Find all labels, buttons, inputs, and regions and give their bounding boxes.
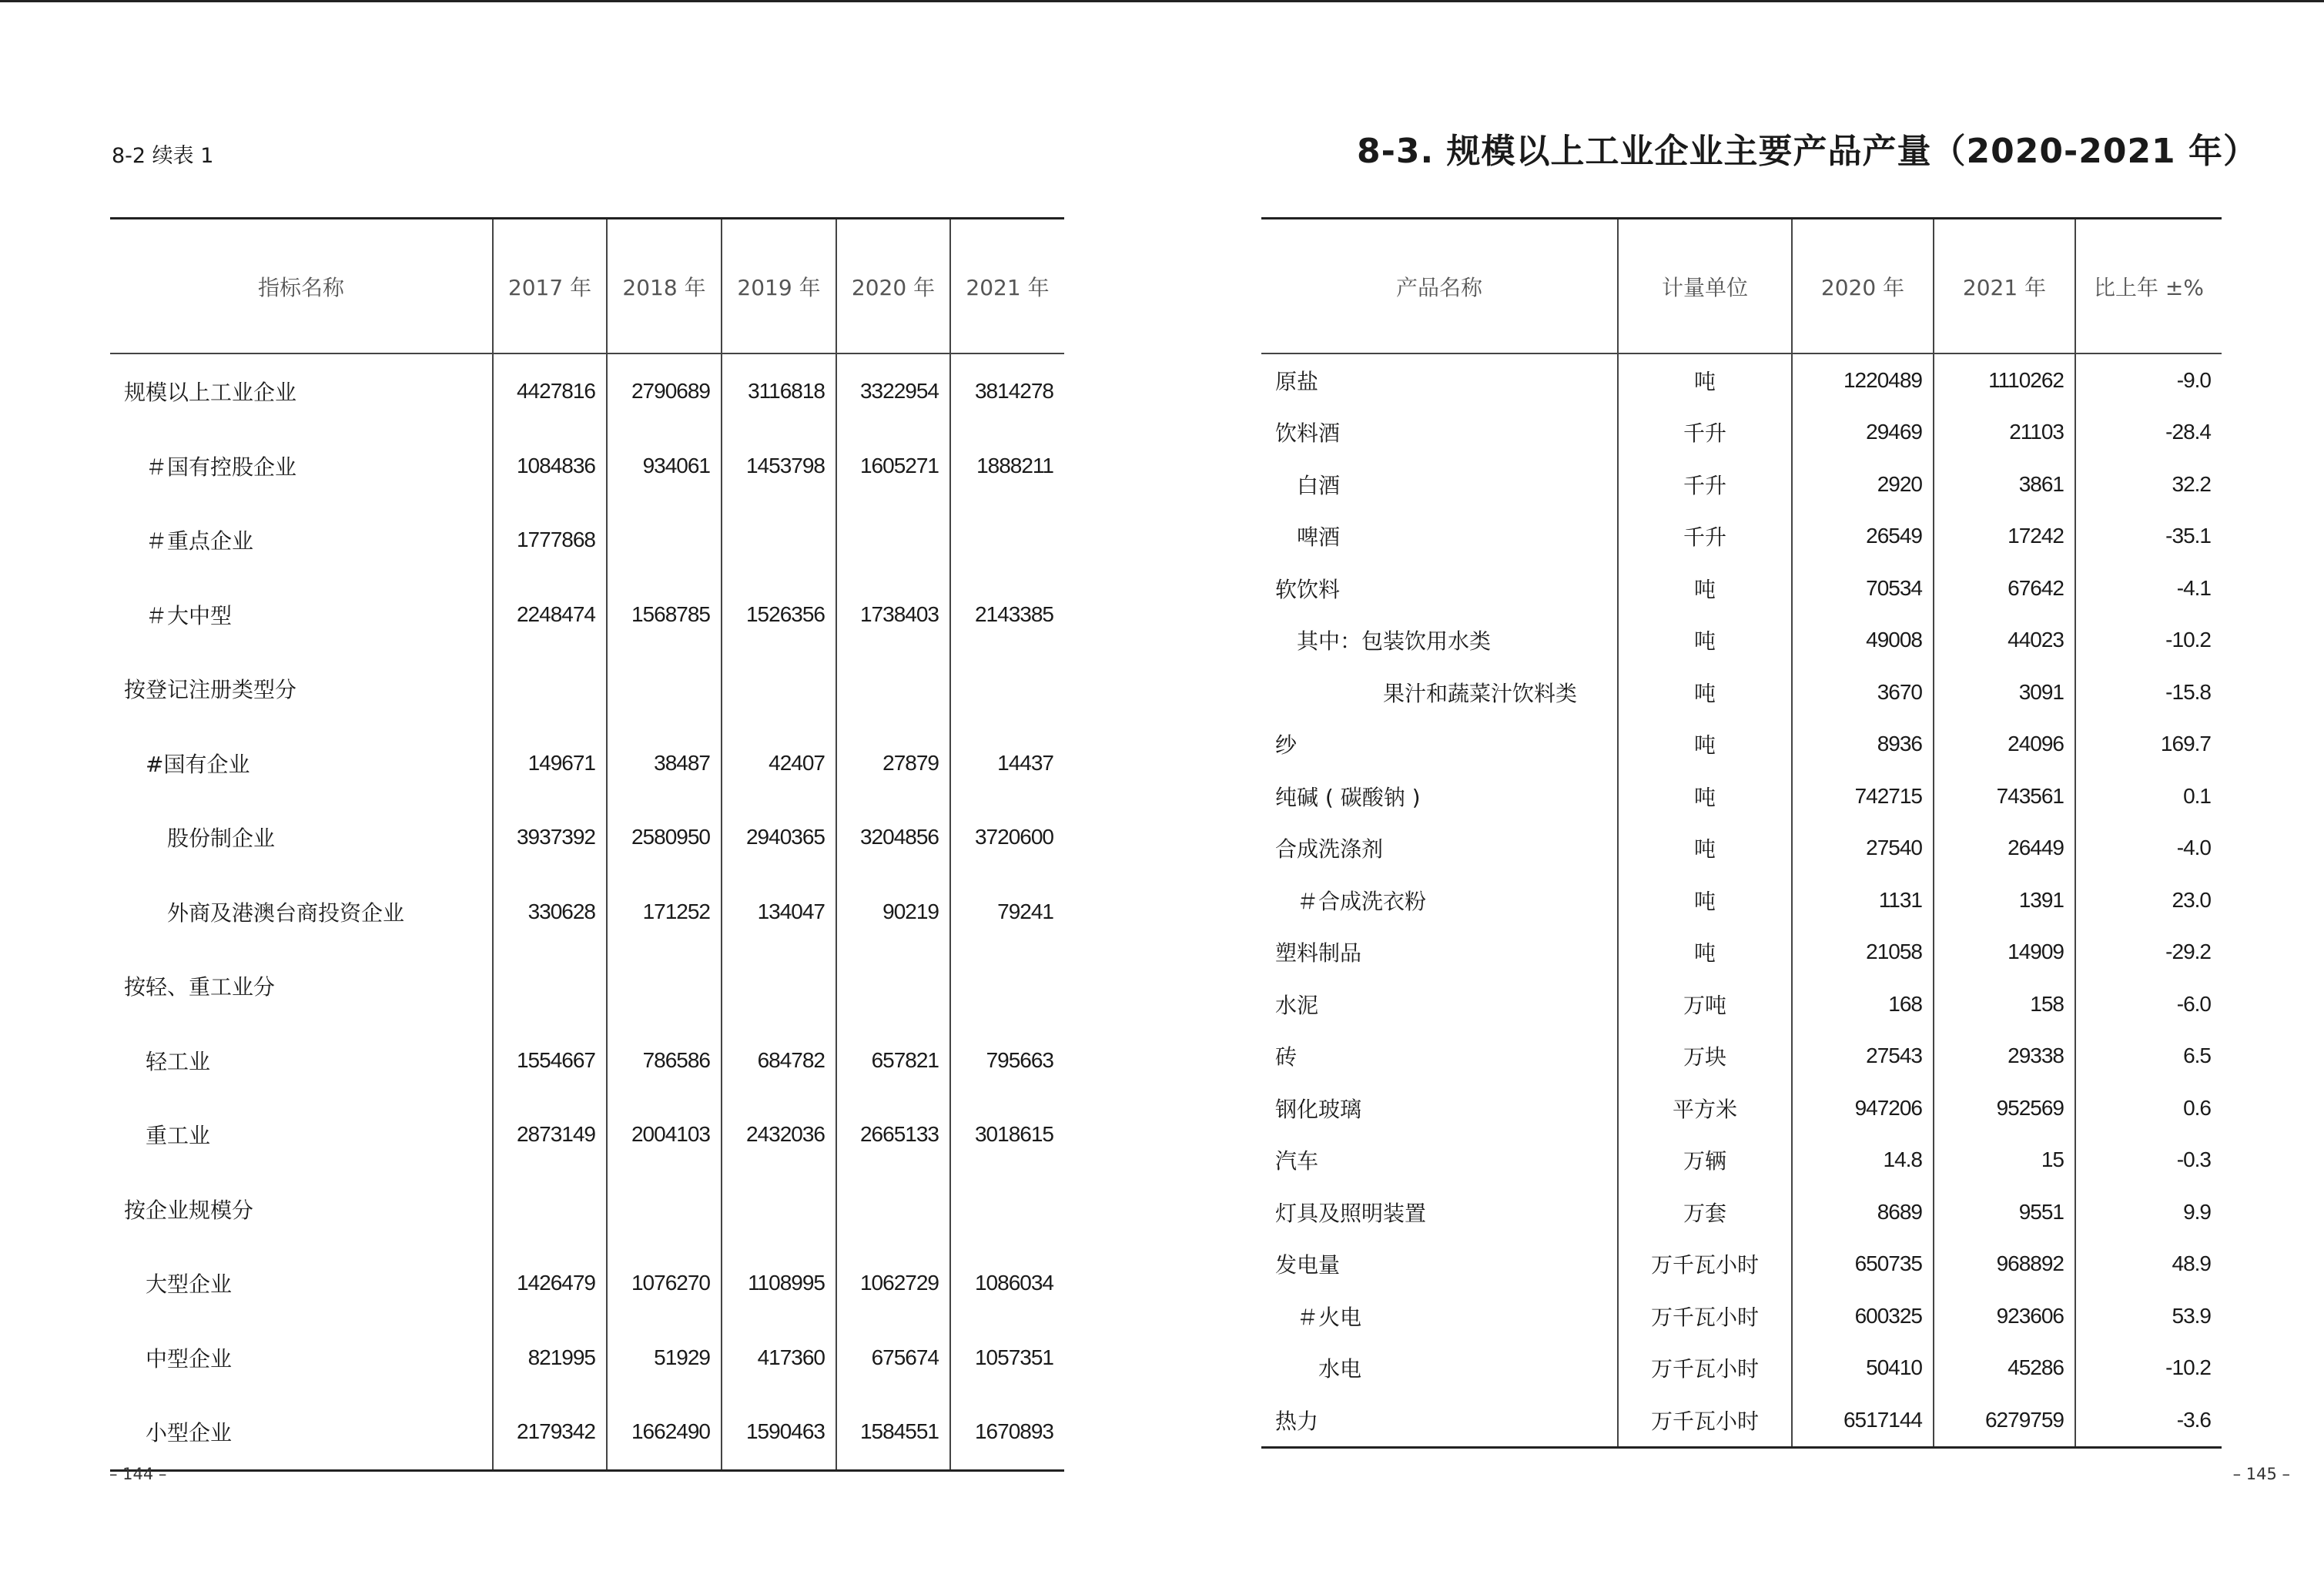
value-cell	[607, 949, 722, 1023]
value-cell: 90219	[836, 875, 950, 950]
value-2021-cell: 3861	[1934, 458, 2075, 511]
table-row	[1261, 562, 2222, 615]
unit-cell: 平方米	[1618, 1082, 1792, 1134]
value-cell: 4427816	[493, 353, 607, 429]
value-2021-cell: 923606	[1934, 1290, 2075, 1342]
unit-cell: 吨	[1618, 874, 1792, 926]
value-2020-cell: 1220489	[1792, 353, 1934, 407]
change-percent-cell: -28.4	[2075, 407, 2222, 459]
table-row	[110, 800, 1064, 875]
value-cell: 1526356	[722, 578, 836, 652]
value-cell: 1738403	[836, 578, 950, 652]
value-cell: 1888211	[950, 429, 1064, 504]
table-row	[110, 1023, 1064, 1098]
change-percent-cell: -15.8	[2075, 666, 2222, 719]
unit-cell: 吨	[1618, 666, 1792, 719]
value-cell: 2248474	[493, 578, 607, 652]
product-name-cell: 发电量	[1275, 1252, 1341, 1278]
header-row	[110, 219, 1064, 354]
value-cell: 786586	[607, 1023, 722, 1098]
value-cell: 2665133	[836, 1097, 950, 1172]
value-2020-cell: 49008	[1792, 615, 1934, 667]
indicator-name-cell: 按企业规模分	[124, 1197, 254, 1223]
change-percent-cell: -35.1	[2075, 511, 2222, 563]
value-cell: 934061	[607, 429, 722, 504]
indicator-name-cell: ＃国有控股企业	[146, 454, 297, 480]
table-row	[1261, 615, 2222, 667]
product-name-cell: 砖	[1275, 1044, 1298, 1070]
right-table-body	[1261, 353, 2222, 1447]
value-cell: 1084836	[493, 429, 607, 504]
value-cell: 1605271	[836, 429, 950, 504]
value-cell: 2432036	[722, 1097, 836, 1172]
value-2020-cell: 27540	[1792, 822, 1934, 875]
indicator-name-cell: 按轻、重工业分	[124, 974, 276, 1000]
value-2020-cell: 6517144	[1792, 1394, 1934, 1447]
product-name-cell: 热力	[1275, 1408, 1319, 1434]
header-product-name: 产品名称	[1261, 219, 1618, 354]
value-2021-cell: 26449	[1934, 822, 2075, 875]
value-cell	[607, 503, 722, 578]
table-row	[1261, 1394, 2222, 1447]
table-row	[110, 1172, 1064, 1247]
value-2020-cell: 70534	[1792, 562, 1934, 615]
value-cell: 1062729	[836, 1246, 950, 1321]
value-2020-cell: 8689	[1792, 1186, 1934, 1238]
indicator-name-cell: ＃重点企业	[146, 528, 254, 554]
change-percent-cell: 169.7	[2075, 719, 2222, 771]
product-name-cell: 合成洗涤剂	[1275, 836, 1384, 863]
product-name-cell: 水电	[1318, 1356, 1362, 1382]
change-percent-cell: -29.2	[2075, 926, 2222, 979]
product-name-cell: 钢化玻璃	[1275, 1096, 1362, 1122]
value-cell: 821995	[493, 1321, 607, 1395]
value-2020-cell: 8936	[1792, 719, 1934, 771]
value-cell: 657821	[836, 1023, 950, 1098]
header-year-2021: 2021 年	[1934, 219, 2075, 354]
product-name-cell: 纯碱 ( 碳酸钠 )	[1275, 784, 1421, 810]
value-cell: 38487	[607, 726, 722, 801]
product-name-cell: 灯具及照明装置	[1275, 1200, 1427, 1226]
value-2020-cell: 29469	[1792, 407, 1934, 459]
table-row	[110, 578, 1064, 652]
table-row	[1261, 1290, 2222, 1342]
unit-cell: 万辆	[1618, 1134, 1792, 1187]
value-cell: 330628	[493, 875, 607, 950]
product-name-cell: ＃火电	[1297, 1304, 1362, 1330]
value-2021-cell: 24096	[1934, 719, 2075, 771]
value-cell	[607, 652, 722, 726]
unit-cell: 吨	[1618, 822, 1792, 875]
value-2021-cell: 3091	[1934, 666, 2075, 719]
indicator-name-cell: 大型企业	[146, 1271, 233, 1298]
change-percent-cell: -6.0	[2075, 978, 2222, 1030]
value-cell: 1086034	[950, 1246, 1064, 1321]
table-row	[1261, 1342, 2222, 1395]
change-percent-cell: 0.1	[2075, 770, 2222, 822]
value-2020-cell: 27543	[1792, 1030, 1934, 1083]
table-row	[1261, 1238, 2222, 1291]
unit-cell: 吨	[1618, 353, 1792, 407]
value-cell	[607, 1172, 722, 1247]
table-row	[1261, 1186, 2222, 1238]
table-row	[1261, 822, 2222, 875]
value-cell: 79241	[950, 875, 1064, 950]
value-2020-cell: 168	[1792, 978, 1934, 1030]
change-percent-cell: -4.1	[2075, 562, 2222, 615]
unit-cell: 万千瓦小时	[1618, 1342, 1792, 1395]
value-cell: 3937392	[493, 800, 607, 875]
value-2021-cell: 44023	[1934, 615, 2075, 667]
value-cell	[836, 949, 950, 1023]
indicator-name-cell: 中型企业	[146, 1345, 233, 1372]
value-cell: 1670893	[950, 1395, 1064, 1470]
header-change-percent: 比上年 ±%	[2075, 219, 2222, 354]
value-2021-cell: 17242	[1934, 511, 2075, 563]
indicator-name-cell: 外商及港澳台商投资企业	[167, 900, 405, 926]
change-percent-cell: 32.2	[2075, 458, 2222, 511]
change-percent-cell: -9.0	[2075, 353, 2222, 407]
value-cell: 3018615	[950, 1097, 1064, 1172]
indicator-name-cell: 按登记注册类型分	[124, 677, 297, 703]
value-cell	[950, 503, 1064, 578]
table-row	[110, 429, 1064, 504]
value-cell: 3322954	[836, 353, 950, 429]
table-row	[110, 503, 1064, 578]
value-cell	[493, 1172, 607, 1247]
value-2020-cell: 600325	[1792, 1290, 1934, 1342]
page-number: – 144 –	[109, 1465, 167, 1483]
value-2021-cell: 29338	[1934, 1030, 2075, 1083]
unit-cell: 吨	[1618, 926, 1792, 979]
value-cell: 1076270	[607, 1246, 722, 1321]
value-cell: 3116818	[722, 353, 836, 429]
value-cell: 134047	[722, 875, 836, 950]
value-cell: 3720600	[950, 800, 1064, 875]
product-name-cell: 饮料酒	[1275, 420, 1341, 447]
value-2021-cell: 1391	[1934, 874, 2075, 926]
value-cell: 1590463	[722, 1395, 836, 1470]
product-name-cell: 水泥	[1275, 992, 1319, 1018]
value-2021-cell: 743561	[1934, 770, 2075, 822]
table-row	[1261, 407, 2222, 459]
value-2021-cell: 67642	[1934, 562, 2075, 615]
value-2021-cell: 968892	[1934, 1238, 2075, 1291]
page-title: 8-3. 规模以上工业企业主要产品产量（2020-2021 年）	[1356, 132, 2258, 171]
value-cell: 2940365	[722, 800, 836, 875]
value-cell: 1662490	[607, 1395, 722, 1470]
indicator-name-cell: 规模以上工业企业	[124, 380, 297, 406]
value-2020-cell: 3670	[1792, 666, 1934, 719]
unit-cell: 千升	[1618, 407, 1792, 459]
value-cell: 51929	[607, 1321, 722, 1395]
left-table-body	[110, 353, 1064, 1470]
value-2021-cell: 21103	[1934, 407, 2075, 459]
value-2020-cell: 947206	[1792, 1082, 1934, 1134]
table-row	[1261, 511, 2222, 563]
enterprise-count-table	[110, 217, 1064, 1472]
table-row	[1261, 458, 2222, 511]
table-row	[110, 726, 1064, 801]
product-name-cell: 其中：包装饮用水类	[1297, 628, 1492, 655]
table-row	[1261, 1134, 2222, 1187]
indicator-name-cell: 轻工业	[146, 1048, 211, 1074]
value-cell: 1568785	[607, 578, 722, 652]
value-cell	[722, 1172, 836, 1247]
unit-cell: 万套	[1618, 1186, 1792, 1238]
value-cell	[950, 652, 1064, 726]
unit-cell: 吨	[1618, 562, 1792, 615]
value-cell: 2179342	[493, 1395, 607, 1470]
unit-cell: 万千瓦小时	[1618, 1290, 1792, 1342]
unit-cell: 吨	[1618, 770, 1792, 822]
change-percent-cell: -10.2	[2075, 1342, 2222, 1395]
change-percent-cell: 53.9	[2075, 1290, 2222, 1342]
table-row	[110, 1246, 1064, 1321]
indicator-name-cell: ＃大中型	[146, 602, 233, 628]
value-2021-cell: 9551	[1934, 1186, 2075, 1238]
unit-cell: 万吨	[1618, 978, 1792, 1030]
product-name-cell: 塑料制品	[1275, 940, 1362, 967]
table-row	[110, 1321, 1064, 1395]
table-row	[1261, 719, 2222, 771]
value-2020-cell: 21058	[1792, 926, 1934, 979]
change-percent-cell: 9.9	[2075, 1186, 2222, 1238]
product-name-cell: 纱	[1275, 732, 1298, 759]
value-cell	[836, 652, 950, 726]
table-row	[1261, 353, 2222, 407]
value-cell: 1453798	[722, 429, 836, 504]
value-cell: 675674	[836, 1321, 950, 1395]
header-year-2021: 2021 年	[950, 219, 1064, 354]
unit-cell: 万块	[1618, 1030, 1792, 1083]
value-2020-cell: 1131	[1792, 874, 1934, 926]
change-percent-cell: -4.0	[2075, 822, 2222, 875]
value-2021-cell: 952569	[1934, 1082, 2075, 1134]
unit-cell: 吨	[1618, 719, 1792, 771]
value-cell: 1426479	[493, 1246, 607, 1321]
header-year-2017: 2017 年	[493, 219, 607, 354]
indicator-name-cell: 小型企业	[146, 1420, 233, 1446]
product-name-cell: 果汁和蔬菜汁饮料类	[1383, 680, 1578, 706]
change-percent-cell: 6.5	[2075, 1030, 2222, 1083]
product-name-cell: 啤酒	[1297, 524, 1341, 551]
table-row	[110, 353, 1064, 429]
product-name-cell: 汽车	[1275, 1148, 1319, 1174]
product-name-cell: 原盐	[1275, 368, 1319, 394]
value-cell: 2790689	[607, 353, 722, 429]
table-label: 8-2 续表 1	[112, 144, 214, 168]
value-2020-cell: 2920	[1792, 458, 1934, 511]
table-row	[1261, 770, 2222, 822]
value-cell	[493, 949, 607, 1023]
value-cell	[493, 652, 607, 726]
value-cell: 1584551	[836, 1395, 950, 1470]
change-percent-cell: -3.6	[2075, 1394, 2222, 1447]
table-row	[110, 1097, 1064, 1172]
unit-cell: 千升	[1618, 511, 1792, 563]
value-2021-cell: 6279759	[1934, 1394, 2075, 1447]
header-year-2020: 2020 年	[836, 219, 950, 354]
change-percent-cell: 23.0	[2075, 874, 2222, 926]
header-year-2018: 2018 年	[607, 219, 722, 354]
value-cell	[722, 652, 836, 726]
header-unit: 计量单位	[1618, 219, 1792, 354]
product-name-cell: 白酒	[1297, 472, 1341, 498]
value-2020-cell: 742715	[1792, 770, 1934, 822]
header-row	[1261, 219, 2222, 354]
table-row	[110, 949, 1064, 1023]
table-row	[1261, 978, 2222, 1030]
value-2021-cell: 158	[1934, 978, 2075, 1030]
value-2021-cell: 14909	[1934, 926, 2075, 979]
table-row	[1261, 1082, 2222, 1134]
header-year-2019: 2019 年	[722, 219, 836, 354]
value-cell: 417360	[722, 1321, 836, 1395]
indicator-name-cell: 重工业	[146, 1123, 211, 1149]
value-cell: 171252	[607, 875, 722, 950]
value-cell: 2004103	[607, 1097, 722, 1172]
product-name-cell: 软饮料	[1275, 576, 1341, 602]
value-cell: 42407	[722, 726, 836, 801]
header-indicator-name: 指标名称	[110, 219, 493, 354]
header-year-2020: 2020 年	[1792, 219, 1934, 354]
product-name-cell: ＃合成洗衣粉	[1297, 888, 1427, 914]
change-percent-cell: 48.9	[2075, 1238, 2222, 1291]
table-row	[110, 1395, 1064, 1470]
indicator-name-cell: 股份制企业	[167, 826, 276, 852]
value-2021-cell: 15	[1934, 1134, 2075, 1187]
table-row	[110, 875, 1064, 950]
value-cell: 1554667	[493, 1023, 607, 1098]
value-cell: 27879	[836, 726, 950, 801]
unit-cell: 千升	[1618, 458, 1792, 511]
value-cell: 14437	[950, 726, 1064, 801]
value-cell: 1108995	[722, 1246, 836, 1321]
value-2021-cell: 1110262	[1934, 353, 2075, 407]
value-cell: 1057351	[950, 1321, 1064, 1395]
value-cell	[836, 1172, 950, 1247]
change-percent-cell: 0.6	[2075, 1082, 2222, 1134]
value-cell: 2143385	[950, 578, 1064, 652]
table-row	[110, 652, 1064, 726]
table-row	[1261, 926, 2222, 979]
unit-cell: 万千瓦小时	[1618, 1394, 1792, 1447]
value-cell	[722, 503, 836, 578]
value-cell	[836, 503, 950, 578]
table-row	[1261, 666, 2222, 719]
unit-cell: 万千瓦小时	[1618, 1238, 1792, 1291]
right-page	[1162, 0, 2324, 1588]
value-cell: 684782	[722, 1023, 836, 1098]
value-cell: 1777868	[493, 503, 607, 578]
value-cell: 2580950	[607, 800, 722, 875]
value-cell: 3814278	[950, 353, 1064, 429]
value-2020-cell: 26549	[1792, 511, 1934, 563]
change-percent-cell: -0.3	[2075, 1134, 2222, 1187]
value-2020-cell: 14.8	[1792, 1134, 1934, 1187]
value-cell: 149671	[493, 726, 607, 801]
value-2020-cell: 50410	[1792, 1342, 1934, 1395]
unit-cell: 吨	[1618, 615, 1792, 667]
value-2021-cell: 45286	[1934, 1342, 2075, 1395]
change-percent-cell: -10.2	[2075, 615, 2222, 667]
value-cell	[722, 949, 836, 1023]
value-cell	[950, 949, 1064, 1023]
table-row	[1261, 1030, 2222, 1083]
page-number: – 145 –	[2232, 1465, 2290, 1483]
table-row	[1261, 874, 2222, 926]
value-cell: 795663	[950, 1023, 1064, 1098]
value-cell: 3204856	[836, 800, 950, 875]
value-2020-cell: 650735	[1792, 1238, 1934, 1291]
value-cell	[950, 1172, 1064, 1247]
product-output-table	[1261, 217, 2222, 1449]
value-cell: 2873149	[493, 1097, 607, 1172]
indicator-name-cell: #国有企业	[146, 751, 250, 777]
